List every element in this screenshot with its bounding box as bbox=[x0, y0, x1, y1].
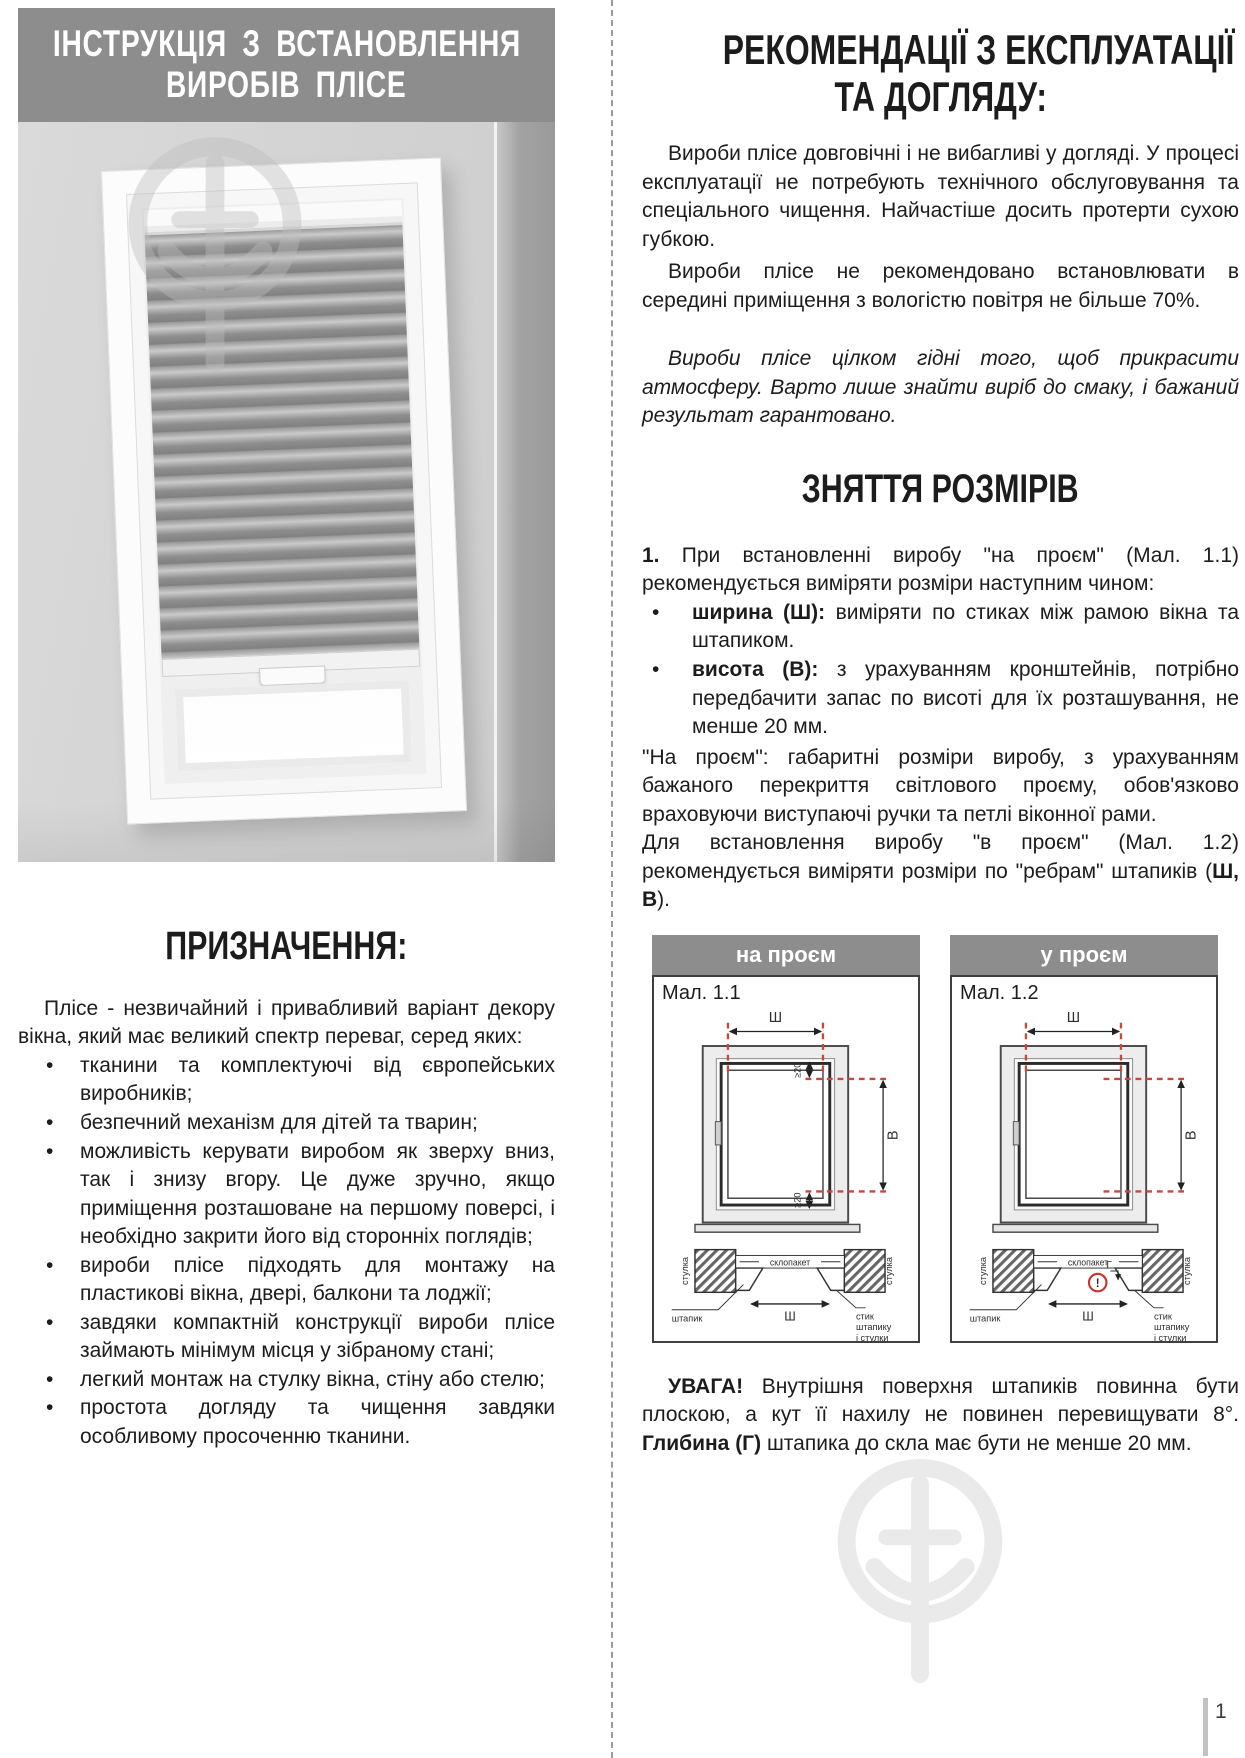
list-item: • завдяки компактній конструкції вироби плісе займають мінімум місця у зібраному стані; bbox=[18, 1309, 555, 1366]
figure-tab-in-opening: у проєм bbox=[950, 935, 1218, 975]
list-item: • безпечний механізм для дітей та тварин; bbox=[18, 1109, 555, 1138]
right-column bbox=[642, 0, 1239, 1459]
bullet-dot: • bbox=[46, 1310, 54, 1334]
width-label: Ш bbox=[768, 1009, 783, 1026]
list-item: • ширина (Ш): виміряти по стиках між рамою вікна та штапиком. bbox=[642, 599, 1239, 656]
joint-label-2: штапику bbox=[1153, 1322, 1190, 1333]
gap-label-top: ≥20 bbox=[792, 1062, 803, 1078]
bullet-dot: • bbox=[46, 1110, 54, 1134]
sash-label-right: стулка bbox=[1181, 1256, 1192, 1285]
joint-label-2: штапику bbox=[855, 1322, 892, 1333]
left-column bbox=[18, 8, 555, 1452]
figure-panel-in-opening bbox=[950, 935, 1218, 1343]
warning-exclamation-icon: ! bbox=[1095, 1276, 1100, 1290]
width-label-bottom: Ш bbox=[1082, 1309, 1094, 1324]
care-title: РЕКОМЕНДАЦІЇ З ЕКСПЛУАТАЦІЇ ТА ДОГЛЯДУ: bbox=[722, 26, 1235, 121]
window-handle bbox=[1013, 1122, 1019, 1145]
figure-tab-on-opening: на проєм bbox=[652, 935, 920, 975]
care-paragraph-3: Вироби плісе цілком гідні того, щоб прикрасити атмосферу. Варто лише знайти виріб до смаку, і бажаний результат гарантовано. bbox=[642, 347, 1239, 428]
window-sill bbox=[993, 1224, 1158, 1232]
product-photo-window-with-pleated-blind bbox=[18, 122, 555, 862]
care-paragraph-2: Вироби плісе не рекомендовано встановлювати в середині приміщення з вологістю повітря не більше 70%. bbox=[642, 260, 1239, 312]
bullet-dot: • bbox=[46, 1139, 54, 1163]
measuring-bullet-list bbox=[642, 599, 1239, 742]
list-item: • тканини та комплектуючі від європейських виробників; bbox=[18, 1052, 555, 1109]
bullet-dot: • bbox=[46, 1367, 54, 1391]
height-label: В bbox=[1183, 1130, 1200, 1140]
figure-caption: Мал. 1.2 bbox=[960, 981, 1039, 1004]
left-header-line1: ІНСТРУКЦІЯ З ВСТАНОВЛЕННЯ bbox=[52, 23, 521, 65]
figure-body-in-opening bbox=[950, 975, 1218, 1343]
window-glass bbox=[175, 680, 412, 771]
depth-label: Г bbox=[1106, 1259, 1112, 1271]
window-elevation bbox=[993, 1046, 1158, 1232]
width-label: Ш bbox=[1066, 1009, 1081, 1026]
attention-note: УВАГА! Внутрішня поверхня штапиків повинна бути плоскою, а кут її нахилу не повинен перевищувати 8°. Глибина (Г) штапика до скла має бути не менше 20 мм. bbox=[642, 1374, 1240, 1455]
sash-label-left: стулка bbox=[680, 1256, 691, 1285]
brand-watermark-icon bbox=[820, 1452, 1020, 1690]
glass-unit-label: склопакет bbox=[1067, 1257, 1109, 1268]
window-sash bbox=[127, 183, 441, 798]
width-label-bottom: Ш bbox=[784, 1309, 796, 1324]
joint-label-3: і стулки bbox=[855, 1332, 889, 1343]
list-item: • висота (В): з урахуванням кронштейнів, потрібно передбачити запас по висоті для їх розташування, не менше 20 мм. bbox=[642, 656, 1239, 742]
purpose-intro: Плісе - незвичайний і привабливий варіант декору вікна, який має великий спектр переваг, серед яких: bbox=[18, 996, 555, 1049]
window-sill bbox=[695, 1224, 860, 1232]
gap-label-bottom: ≥20 bbox=[792, 1192, 803, 1208]
figure-caption: Мал. 1.1 bbox=[662, 981, 741, 1004]
bullet-dot: • bbox=[46, 1253, 54, 1277]
window-measuring-diagram-1-1 bbox=[662, 1005, 918, 1343]
joint-label-3: і стулки bbox=[1153, 1332, 1187, 1343]
page-number: 1 bbox=[1215, 1700, 1227, 1723]
bead-label: штапик bbox=[969, 1313, 1001, 1324]
wall-corner-shadow bbox=[497, 122, 555, 862]
list-item: • простота догляду та чищення завдяки особливому просоченню тканини. bbox=[18, 1394, 555, 1451]
list-item: • вироби плісе підходять для монтажу на пластикові вікна, двері, балкони та лоджії; bbox=[18, 1252, 555, 1309]
purpose-title: ПРИЗНАЧЕННЯ: bbox=[165, 924, 408, 968]
height-label: В bbox=[885, 1130, 902, 1140]
window-measuring-diagram-1-2 bbox=[960, 1005, 1216, 1343]
sash-label-left: стулка bbox=[978, 1256, 989, 1285]
measuring-title: ЗНЯТТЯ РОЗМІРІВ bbox=[802, 466, 1079, 511]
bullet-dot: • bbox=[652, 657, 660, 681]
column-divider bbox=[611, 0, 613, 1758]
window-frame bbox=[101, 157, 467, 824]
page-number-bar bbox=[1203, 1698, 1208, 1756]
window-handle bbox=[715, 1122, 721, 1145]
figure-panel-on-opening bbox=[652, 935, 920, 1343]
window-elevation bbox=[695, 1046, 860, 1232]
figures-row bbox=[652, 935, 1239, 1343]
glass-unit-label: склопакет bbox=[769, 1257, 811, 1268]
measuring-on-opening-note: "На проєм": габаритні розміри виробу, з урахуванням бажаного перекриття світлового проєму, обов'язково враховуючи виступаючі ручки та петлі віконної рами. bbox=[642, 745, 1239, 826]
measuring-in-opening-note: Для встановлення виробу "в проєм" (Мал. 1.2) рекомендується виміряти розміри по "ребрам" штапиків (Ш, В). bbox=[642, 831, 1239, 912]
bullet-dot: • bbox=[652, 600, 660, 624]
joint-label-1: стик bbox=[1153, 1311, 1172, 1322]
care-paragraph-1: Вироби плісе довговічні і не вибагливі у догляді. У процесі експлуатації не потребують технічного обслуговування та спеціального чищення. Найчастіше досить протерти сухою губкою. bbox=[642, 142, 1239, 251]
sash-label-right: стулка bbox=[883, 1256, 894, 1285]
figure-body-on-opening bbox=[652, 975, 920, 1343]
left-header-line2: ВИРОБІВ ПЛІСЕ bbox=[166, 64, 407, 105]
pleated-blind-fabric bbox=[145, 225, 420, 659]
measuring-step-1: 1. При встановленні виробу "на проєм" (Мал. 1.1) рекомендується виміряти розміри наступним чином: bbox=[642, 543, 1239, 596]
joint-label-1: стик bbox=[855, 1311, 874, 1322]
bullet-dot: • bbox=[46, 1053, 54, 1077]
list-item: • легкий монтаж на стулку вікна, стіну або стелю; bbox=[18, 1366, 555, 1395]
bullet-dot: • bbox=[46, 1396, 54, 1420]
bead-label: штапик bbox=[671, 1313, 703, 1324]
left-header-banner bbox=[18, 8, 555, 122]
purpose-bullet-list bbox=[18, 1052, 555, 1452]
list-item: • можливість керувати виробом як зверху вниз, так і знизу вгору. Це дуже зручно, якщо приміщення розташоване на першому поверсі, і необхідно закрити його від сторонніх поглядів; bbox=[18, 1138, 555, 1252]
